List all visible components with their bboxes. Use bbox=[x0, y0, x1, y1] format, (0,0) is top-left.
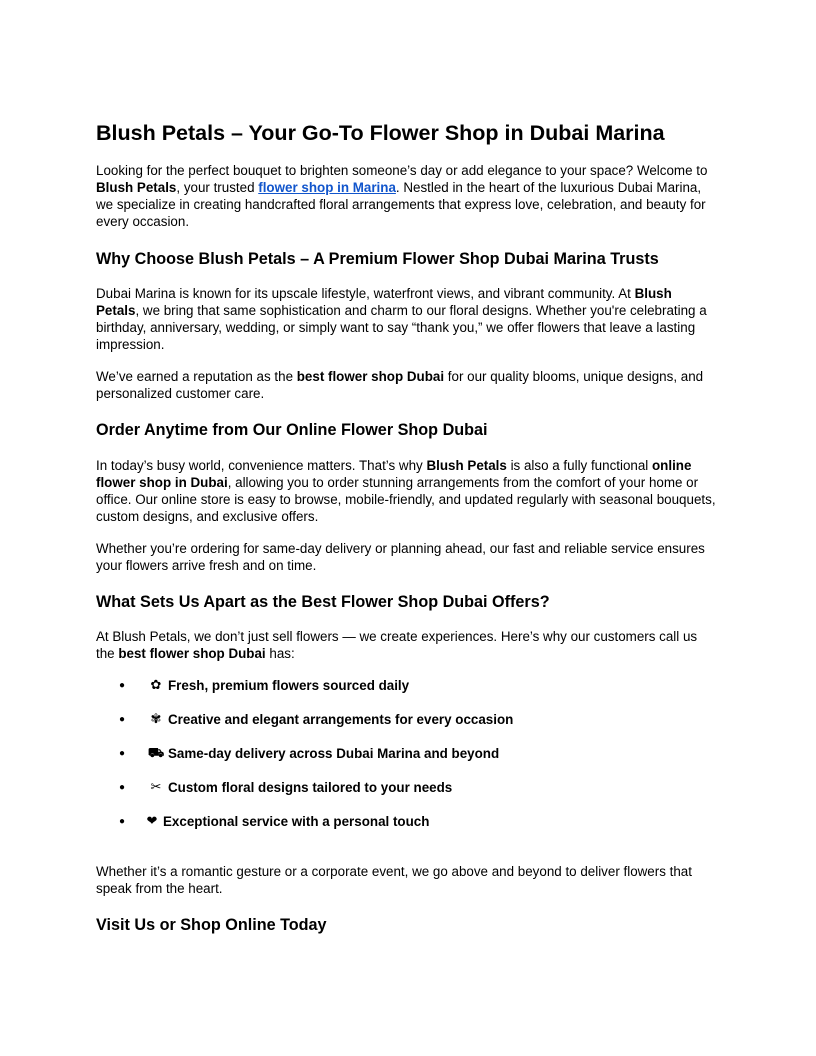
what-sets-apart-paragraph-1 bbox=[96, 628, 716, 662]
list-item-text: Fresh, premium flowers sourced daily bbox=[168, 678, 410, 693]
bullet-icon: ● bbox=[119, 748, 126, 759]
list-item-text: Exceptional service with a personal touch bbox=[163, 814, 430, 829]
paragraph-text: for our quality blooms, unique designs, and personalized customer care. bbox=[96, 369, 704, 401]
flower-shop-link[interactable]: flower shop in Marina bbox=[258, 180, 396, 195]
list-item-text: Custom floral designs tailored to your needs bbox=[168, 780, 453, 795]
paragraph-text: In today’s busy world, convenience matters. That’s why bbox=[96, 458, 427, 473]
bullet-icon: ● bbox=[119, 714, 126, 725]
why-choose-paragraph-1 bbox=[96, 285, 716, 353]
list-item bbox=[96, 676, 716, 710]
intro-text: . Nestled in the heart of the luxurious Dubai Marina, we specialize in creating handcrafted floral arrangements that express love, celebration, and beauty for every occasion. bbox=[96, 180, 706, 229]
list-item bbox=[96, 710, 716, 744]
paragraph-text: has: bbox=[265, 646, 295, 661]
delivery-truck-icon: ⛟ bbox=[147, 746, 165, 761]
order-online-paragraph-2: Whether you’re ordering for same-day delivery or planning ahead, our fast and reliable service ensures your flowers arrive fresh and on time. bbox=[96, 541, 705, 573]
list-item-text: Same-day delivery across Dubai Marina and beyond bbox=[168, 746, 500, 761]
list-item bbox=[96, 744, 716, 778]
flower-icon: ✿ bbox=[150, 678, 162, 693]
paragraph-text: , we bring that same sophistication and charm to our floral designs. Whether you're celebrating a birthday, anniversary, wedding, or simply want to say “thank you,” we offer flowers that leave a lasting impression. bbox=[96, 303, 707, 352]
page-title: Blush Petals – Your Go-To Flower Shop in Dubai Marina bbox=[96, 121, 665, 145]
paragraph-text: We’ve earned a reputation as the bbox=[96, 369, 297, 384]
section-heading-order-online: Order Anytime from Our Online Flower Shop Dubai bbox=[96, 421, 488, 439]
paragraph-text: , allowing you to order stunning arrangements from the comfort of your home or office. Our online store is easy to browse, mobile-friendly, and updated regularly with seasonal bouquets, custom designs, and exclusive offers. bbox=[96, 475, 716, 524]
bold-phrase: best flower shop Dubai bbox=[118, 646, 266, 661]
list-item bbox=[96, 778, 716, 812]
bullet-icon: ● bbox=[119, 816, 126, 827]
paragraph-text: Dubai Marina is known for its upscale lifestyle, waterfront views, and vibrant community. At bbox=[96, 286, 635, 301]
order-online-paragraph-1 bbox=[96, 457, 716, 525]
brand-name: Blush Petals bbox=[96, 286, 672, 318]
bold-phrase: online flower shop in Dubai bbox=[96, 458, 692, 490]
intro-paragraph bbox=[96, 162, 716, 230]
section-heading-visit-us: Visit Us or Shop Online Today bbox=[96, 916, 327, 934]
paragraph-text: is also a fully functional bbox=[506, 458, 652, 473]
section-heading-why-choose: Why Choose Blush Petals – A Premium Flower Shop Dubai Marina Trusts bbox=[96, 250, 659, 268]
intro-text: Looking for the perfect bouquet to brighten someone’s day or add elegance to your space? Welcome to bbox=[96, 163, 708, 178]
bullet-icon: ● bbox=[119, 782, 126, 793]
bullet-icon: ● bbox=[119, 680, 126, 691]
features-list bbox=[96, 676, 716, 846]
what-sets-apart-paragraph-2: Whether it’s a romantic gesture or a corporate event, we go above and beyond to deliver flowers that speak from the heart. bbox=[96, 864, 692, 896]
heart-icon: ❤ bbox=[146, 814, 158, 829]
brand-name: Blush Petals bbox=[96, 180, 177, 195]
paragraph-text: At Blush Petals, we don’t just sell flowers — we create experiences. Here’s why our customers call us the bbox=[96, 629, 698, 661]
design-icon: ✂ bbox=[150, 780, 162, 795]
bouquet-icon: ✾ bbox=[150, 712, 162, 727]
why-choose-paragraph-2 bbox=[96, 368, 716, 402]
list-item bbox=[96, 812, 716, 846]
section-heading-what-sets-apart: What Sets Us Apart as the Best Flower Shop Dubai Offers? bbox=[96, 593, 550, 611]
intro-text: , your trusted bbox=[176, 180, 259, 195]
brand-name: Blush Petals bbox=[426, 458, 507, 473]
list-item-text: Creative and elegant arrangements for every occasion bbox=[168, 712, 514, 727]
bold-phrase: best flower shop Dubai bbox=[296, 369, 445, 384]
